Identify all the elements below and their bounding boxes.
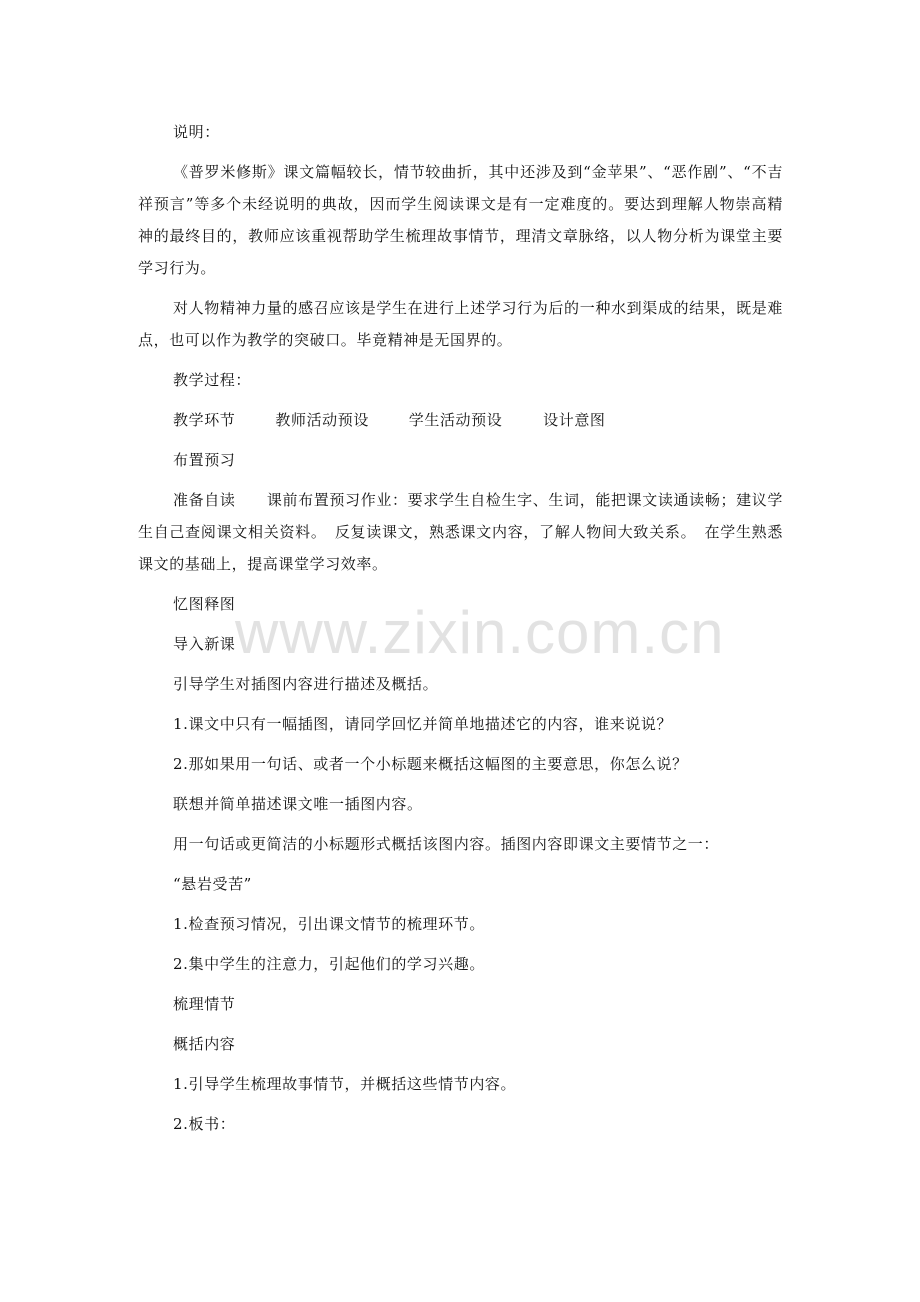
line-self-reading: 准备自读 课前布置预习作业：要求学生自检生字、生词，能把课文读通读畅；建议学生自己查阅课文相关资料。 反复读课文，熟悉课文内容，了解人物间大致关系。 在学生熟悉课文的基础上，提高课堂学习效率。 (138, 491, 783, 573)
paragraph-process-heading: 教学过程： (173, 371, 252, 389)
table-header-stage: 教学环节 (173, 411, 236, 429)
line-intent-2: 2.集中学生的注意力，引起他们的学习兴趣。 (173, 955, 485, 973)
line-preview: 布置预习 (173, 451, 236, 469)
line-new-lesson: 导入新课 (173, 635, 236, 653)
watermark: www.zixin.com.cn (235, 599, 725, 666)
line-blackboard: 2.板书： (173, 1115, 236, 1133)
table-header-row (138, 404, 783, 436)
line-question-2: 2.那如果用一句话、或者一个小标题来概括这幅图的主要意思，你怎么说？ (173, 755, 688, 773)
line-recall-image: 忆图释图 (173, 595, 236, 613)
line-guide-plot: 1.引导学生梳理故事情节，并概括这些情节内容。 (173, 1075, 517, 1093)
paragraph-note-1: 《普罗米修斯》课文篇幅较长，情节较曲折，其中还涉及到“金苹果”、“恶作剧”、“不吉祥预言”等多个未经说明的典故，因而学生阅读课文是有一定难度的。要达到理解人物崇高精神的最终目的，教师应该重视帮助学生梳理故事情节，理清文章脉络，以人物分析为课堂主要学习行为。 (138, 163, 783, 277)
line-summarize: 用一句话或更简洁的小标题形式概括该图内容。插图内容即课文主要情节之一： (173, 835, 720, 853)
line-question-1: 1.课文中只有一幅插图，请同学回忆并简单地描述它的内容，谁来说说？ (173, 715, 673, 733)
table-header-teacher: 教师活动预设 (275, 411, 369, 429)
paragraph-note-2: 对人物精神力量的感召应该是学生在进行上述学习行为后的一种水到渠成的结果，既是难点，也可以作为教学的突破口。毕竟精神是无国界的。 (138, 299, 783, 349)
table-header-student: 学生活动预设 (408, 411, 503, 429)
line-summarize-content: 概括内容 (173, 1035, 236, 1053)
line-quote: “悬岩受苦” (173, 875, 252, 893)
line-associate: 联想并简单描述课文唯一插图内容。 (173, 795, 423, 813)
line-guide-describe: 引导学生对插图内容进行描述及概括。 (173, 675, 439, 693)
line-sort-plot: 梳理情节 (173, 995, 236, 1013)
line-intent-1: 1.检查预习情况，引出课文情节的梳理环节。 (173, 915, 485, 933)
paragraph-note-heading: 说明： (173, 123, 220, 141)
table-header-intent: 设计意图 (543, 411, 606, 429)
